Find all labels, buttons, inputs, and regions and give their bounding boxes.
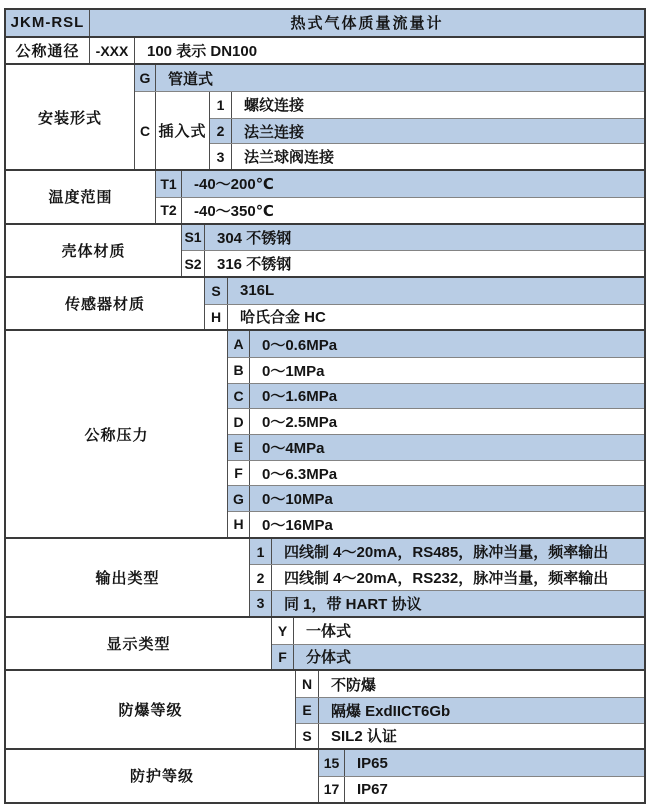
- option-code: T2: [156, 198, 182, 223]
- table-row: [90, 10, 644, 36]
- section-nominal-pressure: [6, 329, 644, 537]
- table-row: [205, 278, 644, 304]
- table-row: [228, 511, 644, 537]
- option-value: 法兰连接: [244, 123, 305, 141]
- option-value: 0～2.5MPa: [262, 414, 338, 432]
- option-code: B: [228, 358, 250, 383]
- option-code: 3: [250, 591, 272, 616]
- table-row: [182, 225, 644, 251]
- option-value: 四线制 4～20mA，RS485，脉冲当量，频率输出: [284, 544, 609, 562]
- option-code: 17: [319, 777, 345, 802]
- table-row: [135, 65, 644, 91]
- option-value: -40～350℃: [194, 202, 274, 220]
- option-code: 2: [250, 565, 272, 590]
- table-row: [250, 539, 644, 565]
- section-protection-grade: [6, 748, 644, 801]
- option-code: 1: [210, 92, 232, 118]
- section-nominal-diameter-label: 公称通径: [6, 38, 90, 64]
- option-value: SIL2 认证: [331, 728, 397, 746]
- section-explosion-proof: [6, 669, 644, 748]
- table-row: [272, 618, 644, 644]
- option-code: Y: [272, 618, 294, 644]
- table-row: [319, 776, 644, 802]
- option-code: G: [135, 65, 156, 91]
- option-code: D: [228, 409, 250, 434]
- table-row: [228, 434, 644, 460]
- table-row: [272, 644, 644, 670]
- section-explosion-proof-label: 防爆等级: [6, 671, 296, 748]
- option-value: 0～6.3MPa: [262, 465, 338, 483]
- option-code: 15: [319, 750, 345, 776]
- table-row: [210, 143, 644, 169]
- option-code: C: [228, 384, 250, 409]
- option-value: 304 不锈钢: [217, 229, 292, 247]
- header-row: [6, 10, 644, 36]
- table-row: [182, 250, 644, 276]
- table-row: [250, 564, 644, 590]
- option-code: -XXX: [90, 38, 135, 64]
- option-value: 316 不锈钢: [217, 256, 292, 274]
- section-nominal-pressure-label: 公称压力: [6, 331, 228, 537]
- table-row: [296, 671, 644, 697]
- section-display-type: [6, 616, 644, 669]
- section-display-type-label: 显示类型: [6, 618, 272, 669]
- table-row: [296, 697, 644, 723]
- table-row: [296, 723, 644, 749]
- section-sensor-material: [6, 276, 644, 329]
- option-code: A: [228, 331, 250, 357]
- table-row: [228, 485, 644, 511]
- option-code: H: [228, 512, 250, 537]
- option-value: IP67: [357, 780, 388, 798]
- option-code: S1: [182, 225, 205, 251]
- option-code: F: [272, 645, 294, 670]
- section-output-type-label: 输出类型: [6, 539, 250, 616]
- option-code: S2: [182, 251, 205, 276]
- option-value: 螺纹连接: [244, 97, 305, 115]
- model-selection-table: [4, 8, 646, 804]
- option-code: N: [296, 671, 319, 697]
- table-row: [250, 590, 644, 616]
- insert-type-group: [135, 91, 644, 169]
- option-value: -40～200℃: [194, 176, 274, 194]
- section-sensor-material-label: 传感器材质: [6, 278, 205, 329]
- option-code: C: [135, 92, 156, 169]
- table-row: [228, 408, 644, 434]
- option-code: E: [228, 435, 250, 460]
- table-row: [228, 460, 644, 486]
- table-row: [156, 171, 644, 197]
- option-code: 2: [210, 119, 232, 144]
- table-row: [210, 92, 644, 118]
- table-row: [228, 331, 644, 357]
- section-protection-grade-label: 防护等级: [6, 750, 319, 801]
- section-install-type: [6, 63, 644, 169]
- table-row: [228, 357, 644, 383]
- table-row: [90, 38, 644, 64]
- section-housing-material: [6, 223, 644, 276]
- option-value: 隔爆 ExdIICT6Gb: [331, 702, 451, 720]
- option-code: G: [228, 486, 250, 511]
- product-title: 热式气体质量流量计: [290, 15, 444, 33]
- option-code: 3: [210, 144, 232, 169]
- option-code: H: [205, 305, 228, 330]
- section-temperature-range: [6, 169, 644, 222]
- option-value: 0～0.6MPa: [262, 336, 338, 354]
- option-value: 316L: [240, 282, 275, 300]
- section-housing-material-label: 壳体材质: [6, 225, 182, 276]
- option-value: 0～4MPa: [262, 439, 325, 457]
- option-code: S: [296, 724, 319, 749]
- option-value: 0～10MPa: [262, 491, 333, 509]
- option-value: 法兰球阀连接: [244, 149, 335, 167]
- option-value: 四线制 4～20mA，RS232，脉冲当量，频率输出: [284, 570, 609, 588]
- section-output-type: [6, 537, 644, 616]
- option-code: S: [205, 278, 228, 304]
- section-temperature-range-label: 温度范围: [6, 171, 156, 222]
- section-nominal-diameter: [6, 36, 644, 64]
- option-code: F: [228, 461, 250, 486]
- option-value: 0～1.6MPa: [262, 388, 338, 406]
- option-code: E: [296, 698, 319, 723]
- option-value: 一体式: [306, 623, 352, 641]
- insert-type-label: 插入式: [156, 92, 210, 169]
- option-value: 哈氏合金 HC: [240, 309, 326, 327]
- table-row: [156, 197, 644, 223]
- table-row: [210, 118, 644, 144]
- model-code: JKM-RSL: [6, 10, 90, 36]
- table-row: [319, 750, 644, 776]
- option-code: T1: [156, 171, 182, 197]
- table-row: [228, 383, 644, 409]
- option-value: 不防爆: [331, 676, 377, 694]
- table-row: [205, 304, 644, 330]
- option-value: 分体式: [306, 649, 352, 667]
- option-value: 0～1MPa: [262, 362, 325, 380]
- option-value: 同 1，带 HART 协议: [284, 595, 422, 613]
- option-value: 0～16MPa: [262, 516, 333, 534]
- section-install-type-label: 安装形式: [6, 65, 135, 169]
- option-value: 管道式: [168, 70, 214, 88]
- option-value: IP65: [357, 754, 388, 772]
- option-value: 100 表示 DN100: [147, 43, 258, 61]
- option-code: 1: [250, 539, 272, 565]
